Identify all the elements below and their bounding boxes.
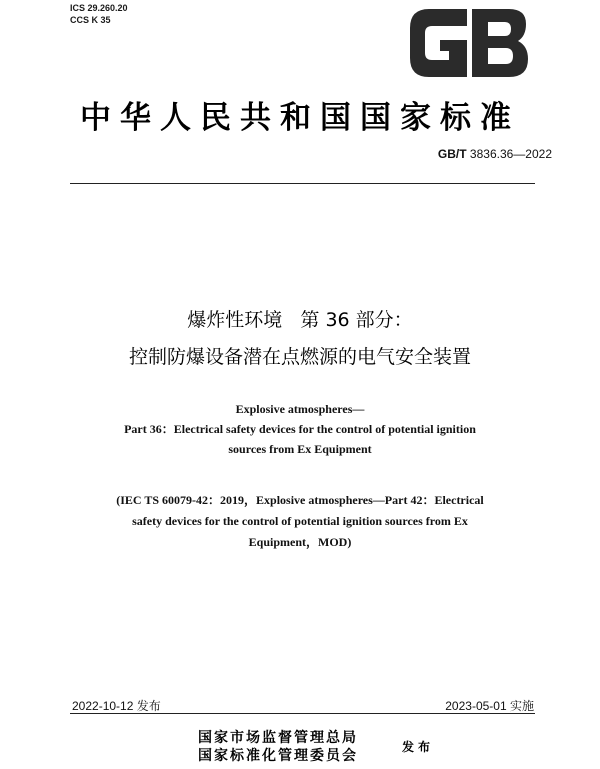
title-en-line-3: sources from Ex Equipment xyxy=(228,442,372,456)
gb-logo xyxy=(407,6,531,80)
standard-number xyxy=(438,147,552,161)
implementation-date-value: 2023-05-01 xyxy=(445,699,507,713)
publish-label: 发布 xyxy=(402,740,435,754)
implementation-date xyxy=(445,697,534,714)
issue-date-value: 2022-10-12 xyxy=(72,699,134,713)
bottom-divider xyxy=(70,713,535,714)
issuing-authorities xyxy=(198,729,358,765)
title-cn-line-2: 控制防爆设备潜在点燃源的电气安全装置 xyxy=(128,346,471,368)
adoption-line-3: Equipment，MOD) xyxy=(248,535,352,549)
classification-codes xyxy=(70,2,128,26)
title-en-line-1: Explosive atmospheres— xyxy=(235,402,365,416)
issuer-sac: 国家标准化管理委员会 xyxy=(198,748,358,764)
adoption-line-1: (IEC TS 60079-42：2019，Explosive atmospheres—Part 42：Electrical xyxy=(116,493,484,507)
standard-category-title: 中华人民共和国国家标准 xyxy=(80,100,520,136)
implementation-date-label: 实施 xyxy=(509,699,534,713)
title-en-line-2: Part 36：Electrical safety devices for the control of potential ignition xyxy=(124,422,476,436)
adoption-reference xyxy=(0,490,600,553)
issue-date-label: 发布 xyxy=(136,699,161,713)
adoption-line-2: safety devices for the control of potential ignition sources from Ex xyxy=(132,514,468,528)
title-en xyxy=(0,399,600,459)
issuer-samr: 国家市场监督管理总局 xyxy=(198,730,358,746)
standard-number-value: 3836.36—2022 xyxy=(469,147,552,161)
issue-date xyxy=(72,697,161,714)
gb-logo-letter-g xyxy=(410,9,467,77)
title-cn-line-1: 爆炸性环境 第 36 部分： xyxy=(187,309,413,331)
top-divider xyxy=(70,183,535,184)
ccs-code: CCS K 35 xyxy=(70,15,111,25)
gb-logo-letter-b xyxy=(472,9,528,77)
standard-number-prefix: GB/T xyxy=(437,147,467,161)
ics-code: ICS 29.260.20 xyxy=(70,3,128,13)
